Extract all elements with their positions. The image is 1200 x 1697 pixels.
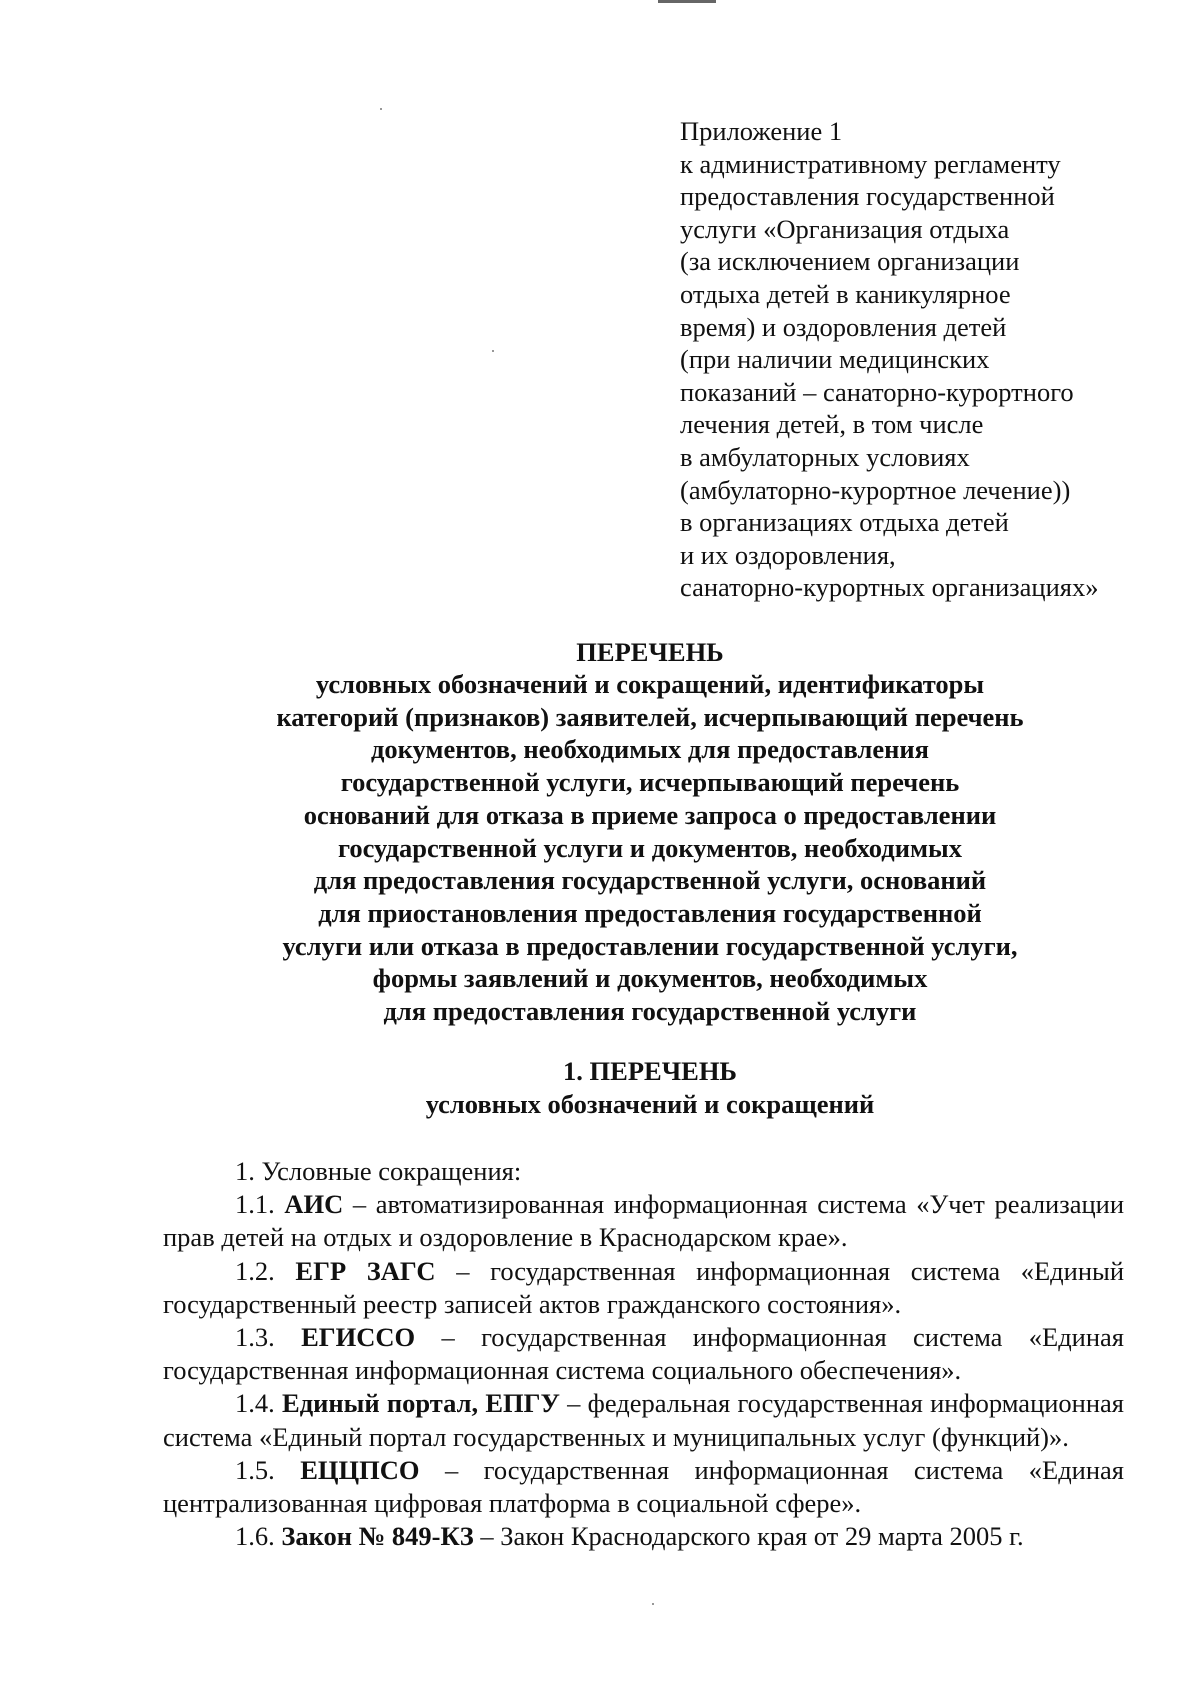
- appendix-line: Приложение 1: [680, 116, 843, 146]
- item-number: 1.2.: [235, 1255, 296, 1286]
- list-item: [163, 1255, 1124, 1321]
- appendix-line: услуги «Организация отдыха: [680, 213, 1010, 244]
- appendix-line: время) и оздоровления детей: [680, 311, 1007, 342]
- subtitle-line: для предоставления государственной услуги: [383, 996, 917, 1027]
- subtitle-line: для приостановления предоставления государственной: [318, 897, 982, 928]
- appendix-line: к административному регламенту: [680, 148, 1061, 179]
- item-number: 1.6.: [235, 1521, 282, 1552]
- scan-speck: [492, 350, 494, 352]
- appendix-line: отдыха детей в каникулярное: [680, 278, 1011, 309]
- item-number: 1.5.: [235, 1454, 301, 1485]
- section-subtitle: условных обозначений и сокращений: [425, 1089, 875, 1119]
- item-term: ЕЦЦПСО: [300, 1454, 420, 1485]
- title-subtitle: [180, 668, 1120, 1028]
- item-definition: – Закон Краснодарского края от 29 марта 2005 г.: [473, 1521, 1024, 1552]
- item-term: ЕГИССО: [301, 1322, 416, 1353]
- subtitle-line: для предоставления государственной услуги, оснований: [313, 865, 987, 896]
- appendix-line: и их оздоровления,: [680, 539, 896, 570]
- subtitle-line: условных обозначений и сокращений, идентификаторы: [315, 669, 985, 699]
- item-definition: – автоматизированная информационная система «Учет реализации прав детей на отдых и оздоровление в Краснодарском крае».: [163, 1189, 1124, 1253]
- item-definition: – государственная информационная система «Единая централизованная цифровая платформа в социальной сфере».: [163, 1454, 1124, 1519]
- subtitle-line: оснований для отказа в приеме запроса о предоставлении: [303, 799, 997, 830]
- subtitle-line: документов, необходимых для предоставления: [370, 734, 929, 765]
- subtitle-line: государственной услуги и документов, необходимых: [338, 832, 962, 863]
- appendix-line: (амбулаторно-курортное лечение)): [680, 474, 1071, 505]
- item-term: АИС: [284, 1189, 344, 1220]
- document-title: [180, 636, 1120, 1028]
- section-title: 1. ПЕРЕЧЕНЬ: [563, 1056, 737, 1086]
- section-heading: [180, 1055, 1120, 1121]
- appendix-line: (за исключением организации: [680, 246, 1020, 277]
- item-definition: – государственная информационная система «Единая государственная информационная система социального обеспечения».: [163, 1322, 1124, 1386]
- subtitle-line: категорий (признаков) заявителей, исчерпывающий перечень: [276, 701, 1024, 732]
- item-definition: – государственная информационная система «Единый государственный реестр записей актов гражданского состояния».: [163, 1255, 1125, 1319]
- subtitle-line: услуги или отказа в предоставлении государственной услуги,: [282, 930, 1018, 961]
- item-number: 1.1.: [235, 1189, 285, 1220]
- item-definition: – федеральная государственная информационная система «Единый портал государственных и муниципальных услуг (функций)».: [163, 1388, 1124, 1452]
- list-item: [163, 1188, 1124, 1254]
- abbreviations-list: [163, 1155, 1124, 1553]
- appendix-header: [680, 115, 1180, 604]
- subtitle-line: государственной услуги, исчерпывающий перечень: [340, 767, 960, 798]
- appendix-line: показаний – санаторно-курортного: [680, 376, 1074, 407]
- appendix-line: лечения детей, в том числе: [680, 409, 984, 440]
- subtitle-line: формы заявлений и документов, необходимых: [372, 963, 928, 994]
- title-heading: ПЕРЕЧЕНЬ: [576, 637, 724, 667]
- scan-speck: [380, 108, 382, 110]
- appendix-line: санаторно-курортных организациях»: [680, 572, 1099, 603]
- list-item: [163, 1520, 1124, 1553]
- item-term: ЕГР ЗАГС: [295, 1255, 436, 1286]
- list-intro: 1. Условные сокращения:: [235, 1156, 522, 1186]
- item-number: 1.4.: [235, 1388, 283, 1419]
- appendix-line: в организациях отдыха детей: [680, 507, 1009, 538]
- scan-mark: [658, 0, 716, 3]
- item-term: Единый портал, ЕПГУ: [282, 1388, 560, 1419]
- item-term: Закон № 849-КЗ: [281, 1521, 474, 1552]
- scan-speck: [652, 1603, 654, 1605]
- appendix-line: (при наличии медицинских: [680, 344, 990, 375]
- appendix-line: в амбулаторных условиях: [680, 441, 970, 472]
- item-number: 1.3.: [235, 1322, 302, 1353]
- list-item: [163, 1454, 1124, 1520]
- list-item: [163, 1387, 1124, 1453]
- appendix-line: предоставления государственной: [680, 181, 1055, 212]
- list-item: [163, 1321, 1124, 1387]
